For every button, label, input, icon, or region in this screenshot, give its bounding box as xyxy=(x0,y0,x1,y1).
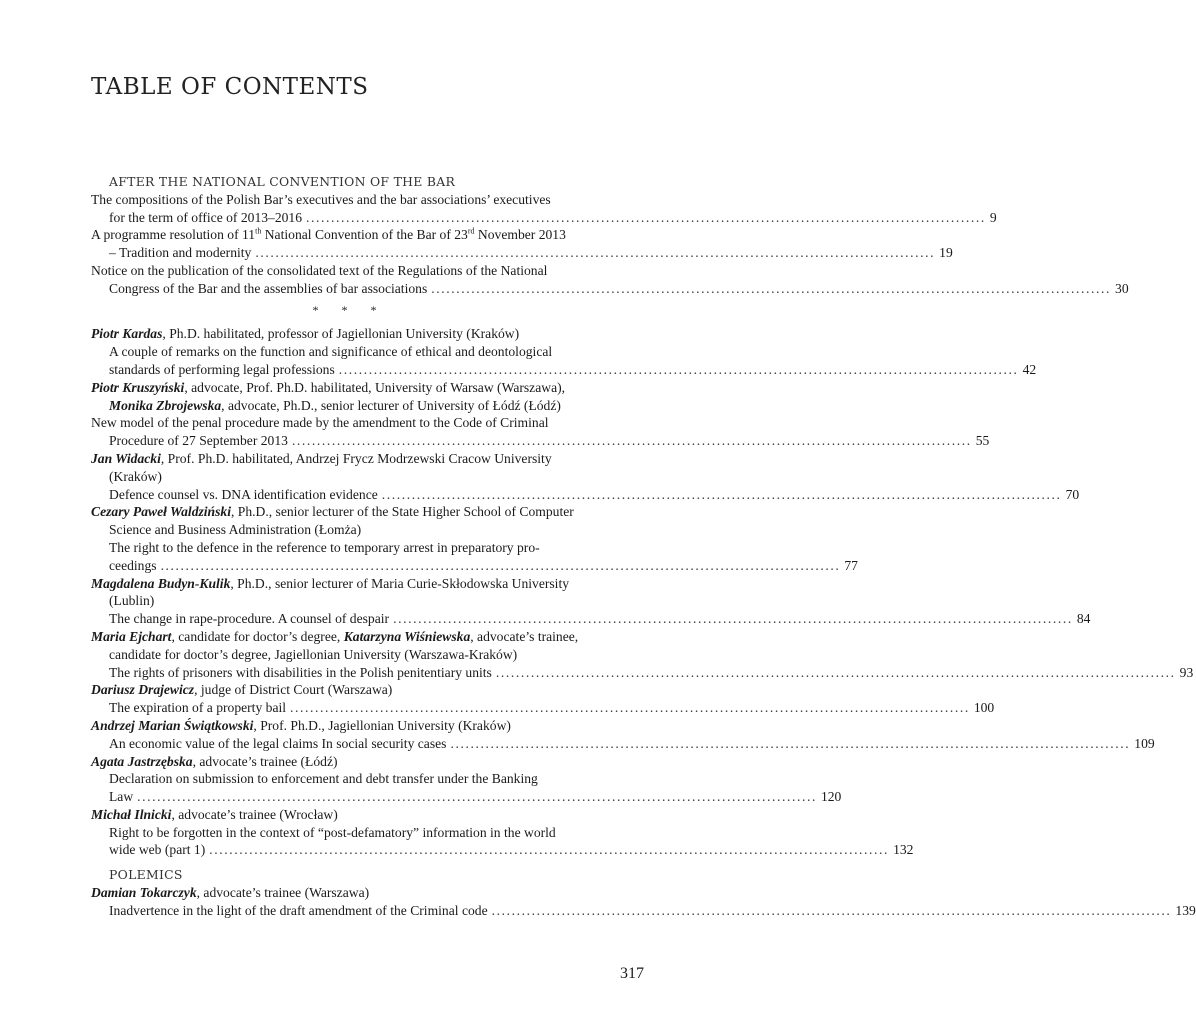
entry-title: A programme resolution of 11th National Convention of the Bar of 23rd November 2013 xyxy=(91,226,566,243)
entry-leader-line: Inadvertence in the light of the draft amendment of the Criminal code ........................................................................................................................................ 139 xyxy=(109,902,1196,918)
toc-entry[interactable] xyxy=(91,191,997,227)
entry-affiliation: (Lublin) xyxy=(109,593,155,609)
toc-entry[interactable] xyxy=(91,806,914,859)
page-number: 109 xyxy=(1134,735,1155,751)
entry-title: A couple of remarks on the function and significance of ethical and deontological xyxy=(109,344,553,360)
entry-leader-line: – Tradition and modernity ........................................................................................................................................ 19 xyxy=(109,245,953,261)
entry-leader-line: standards of performing legal professions ........................................................................................................................................ 42 xyxy=(109,361,1037,377)
entry-author: Cezary Paweł Waldziński, Ph.D., senior lecturer of the State Higher School of Computer xyxy=(91,504,574,520)
toc-entry[interactable] xyxy=(91,884,1196,920)
entry-title-cont: Congress of the Bar and the assemblies of bar associations xyxy=(109,280,428,296)
page-number: 19 xyxy=(939,245,953,261)
entry-author: Piotr Kardas, Ph.D. habilitated, professor of Jagiellonian University (Kraków) xyxy=(91,326,520,342)
entry-title: Notice on the publication of the consolidated text of the Regulations of the National xyxy=(91,262,548,278)
page-number: 42 xyxy=(1022,361,1037,377)
page-number: 132 xyxy=(893,842,914,858)
page-title: TABLE OF CONTENTS xyxy=(91,74,369,100)
entry-title: New model of the penal procedure made by the amendment to the Code of Criminal xyxy=(91,415,549,431)
entry-leader-line: Congress of the Bar and the assemblies of bar associations ........................................................................................................................................ 30 xyxy=(109,280,1129,296)
entry-leader-line: The expiration of a property bail ........................................................................................................................................ 100 xyxy=(109,700,995,716)
entry-leader-line: The rights of prisoners with disabilities in the Polish penitentiary units ........................................................................................................................................ 93 xyxy=(109,664,1194,680)
toc-entry[interactable] xyxy=(91,226,953,262)
page-number: 100 xyxy=(973,700,995,716)
table-of-contents xyxy=(91,173,1196,920)
entry-title: The compositions of the Polish Bar’s executives and the bar associations’ executives xyxy=(91,191,551,207)
toc-entry[interactable] xyxy=(91,262,1129,298)
page-number: 120 xyxy=(820,789,842,805)
toc-entry[interactable] xyxy=(91,503,858,574)
entry-affiliation: candidate for doctor’s degree, Jagiellonian University (Warszawa-Kraków) xyxy=(109,646,518,662)
entry-author: Agata Jastrzębska, advocate’s trainee (Łódź) xyxy=(91,753,338,769)
entry-title: Declaration on submission to enforcement and debt transfer under the Banking xyxy=(109,771,538,787)
entry-author: Jan Widacki, Prof. Ph.D. habilitated, Andrzej Frycz Modrzewski Cracow University xyxy=(91,450,552,466)
toc-entry[interactable] xyxy=(91,325,1037,378)
entry-author: Michał Ilnicki, advocate’s trainee (Wrocław) xyxy=(91,806,338,822)
entry-leader-line: for the term of office of 2013–2016 ........................................................................................................................................ 9 xyxy=(109,209,997,225)
toc-entry[interactable] xyxy=(91,753,842,806)
folio-page-number: 317 xyxy=(620,965,644,982)
entry-author: Piotr Kruszyński, advocate, Prof. Ph.D. habilitated, University of Warsaw (Warszawa), xyxy=(91,379,566,395)
entry-author: Andrzej Marian Świątkowski, Prof. Ph.D., Jagiellonian University (Kraków) xyxy=(91,717,511,733)
page-number: 9 xyxy=(989,209,997,225)
toc-entry[interactable] xyxy=(91,450,1080,503)
section-separator: * * * xyxy=(312,302,387,317)
entry-leader-line: Law ........................................................................................................................................ 120 xyxy=(109,789,842,805)
entry-affiliation: (Kraków) xyxy=(109,468,162,484)
toc-entry[interactable] xyxy=(91,717,1155,753)
toc-entry[interactable] xyxy=(91,575,1091,628)
page-number: 55 xyxy=(975,433,990,449)
entry-author: Dariusz Drajewicz, judge of District Court (Warszawa) xyxy=(91,682,393,698)
entry-title: Right to be forgotten in the context of “post-defamatory” information in the world xyxy=(109,824,556,840)
entry-title-cont: – Tradition and modernity xyxy=(109,245,252,261)
entry-affiliation: Science and Business Administration (Łomża) xyxy=(109,522,362,538)
section-heading: AFTER THE NATIONAL CONVENTION OF THE BAR xyxy=(109,174,456,189)
entry-author: Monika Zbrojewska, advocate, Ph.D., senior lecturer of University of Łódź (Łódź) xyxy=(109,397,561,413)
page-number: 84 xyxy=(1076,611,1091,627)
toc-entry[interactable] xyxy=(91,379,990,450)
entry-title: The right to the defence in the reference to temporary arrest in preparatory pro- xyxy=(109,539,540,555)
page-number: 70 xyxy=(1065,486,1080,502)
page-number: 139 xyxy=(1175,902,1196,918)
entry-leader-line: ceedings ........................................................................................................................................ 77 xyxy=(109,557,858,573)
page-number: 30 xyxy=(1115,280,1129,296)
entry-leader-line: Procedure of 27 September 2013 ........................................................................................................................................ 55 xyxy=(109,433,990,449)
entry-author: Maria Ejchart, candidate for doctor’s degree, Katarzyna Wiśniewska, advocate’s trainee, xyxy=(91,628,579,644)
entry-leader-line: wide web (part 1) ........................................................................................................................................ 132 xyxy=(109,842,914,858)
entry-title-cont: for the term of office of 2013–2016 xyxy=(109,209,303,225)
entry-author: Magdalena Budyn-Kulik, Ph.D., senior lecturer of Maria Curie-Skłodowska University xyxy=(91,575,570,591)
entry-leader-line: An economic value of the legal claims In social security cases ........................................................................................................................................ 109 xyxy=(109,735,1155,751)
entry-leader-line: The change in rape-procedure. A counsel of despair ........................................................................................................................................ 84 xyxy=(109,611,1091,627)
entry-leader-line: Defence counsel vs. DNA identification evidence ........................................................................................................................................ 70 xyxy=(109,486,1080,502)
section-heading: POLEMICS xyxy=(109,867,183,883)
entry-author: Damian Tokarczyk, advocate’s trainee (Warszawa) xyxy=(91,885,370,901)
toc-entry[interactable] xyxy=(91,628,1194,681)
page-number: 93 xyxy=(1179,664,1194,680)
page-number: 77 xyxy=(844,557,858,573)
toc-entry[interactable] xyxy=(91,681,995,717)
